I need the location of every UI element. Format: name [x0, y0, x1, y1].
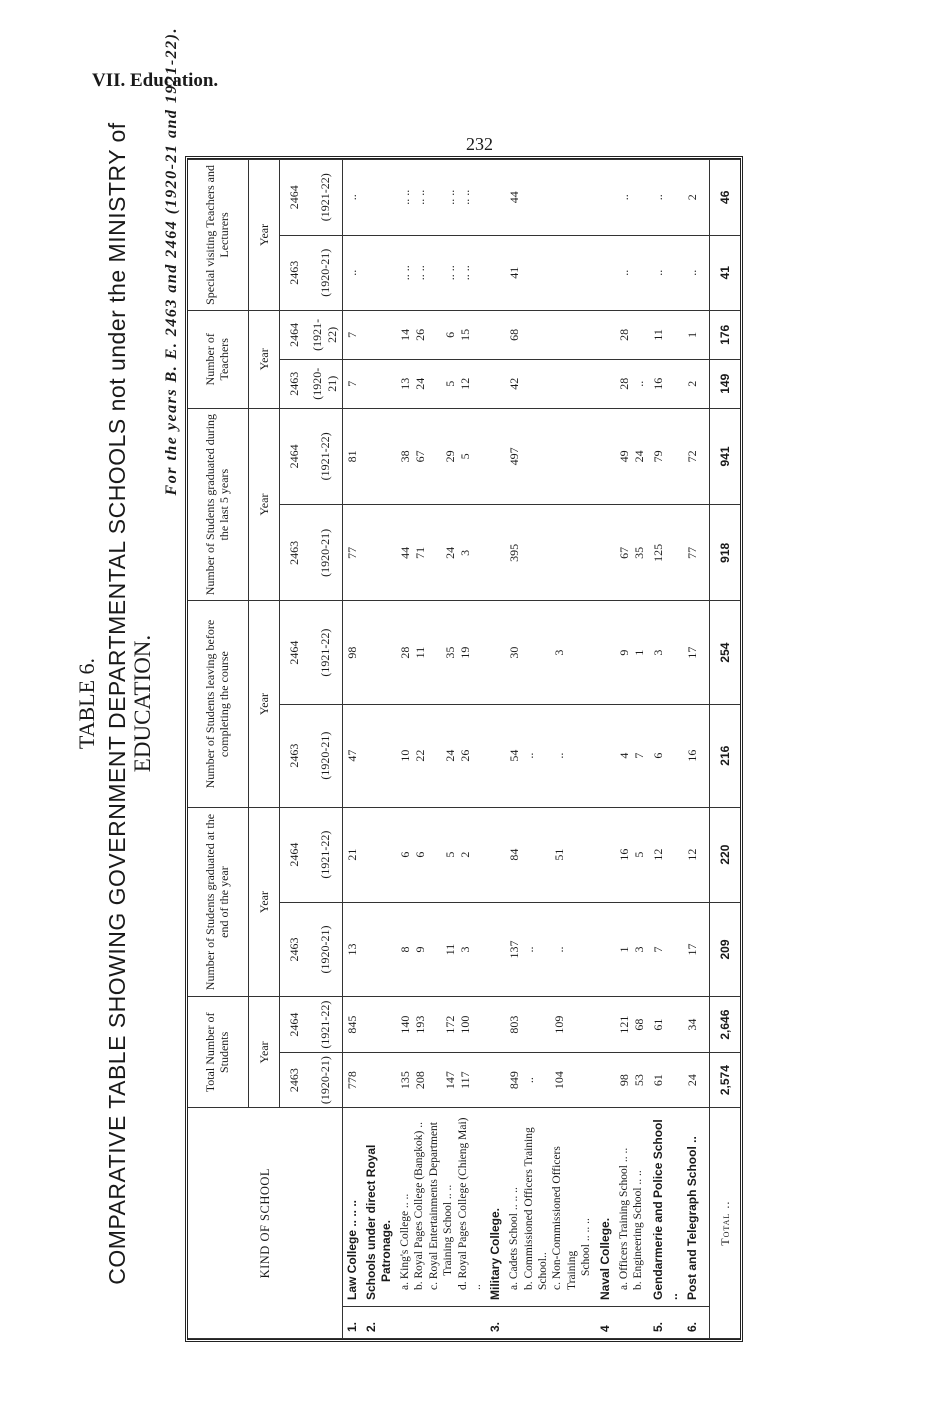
page-number: 232 [466, 134, 493, 154]
value-cell [362, 997, 396, 1052]
value-cell: 395 [505, 505, 595, 601]
group-header: Special visiting Teachers and Lecturers [188, 160, 249, 311]
value-cell [596, 902, 615, 997]
value-cell: 7 [649, 902, 683, 997]
value-cell: 16 5 [615, 807, 649, 902]
year-header: Year [249, 310, 280, 408]
row-number [505, 1307, 595, 1339]
school-name-line: b. Commissioned Officers Training School.. [522, 1127, 549, 1290]
value-cell: 4 7 [615, 704, 649, 807]
year-header: Year [249, 997, 280, 1108]
value-cell [486, 235, 505, 310]
value-cell: 140 193 172 100 [396, 997, 486, 1052]
value-cell [596, 160, 615, 236]
value-cell: 803 109 [505, 997, 595, 1052]
year-number: 2464 [280, 601, 309, 704]
table-title: COMPARATIVE TABLE SHOWING GOVERNMENT DEPARTMENTAL SCHOOLS not under the MINISTRY of [104, 122, 130, 1285]
year-gregorian: (1920-21) [308, 505, 343, 601]
spacer-cell [702, 505, 710, 601]
total-value: 220 [710, 807, 741, 902]
year-number: 2463 [280, 505, 309, 601]
value-cell [486, 997, 505, 1052]
school-name-line: Schools under direct Royal [364, 1144, 378, 1300]
spacer-cell [702, 235, 710, 310]
value-cell: 2 [683, 160, 702, 236]
value-cell: 67 35 [615, 505, 649, 601]
kind-of-school [396, 1108, 486, 1307]
value-cell [362, 807, 396, 902]
value-cell: 98 53 [615, 1052, 649, 1107]
row-number: 1. [343, 1307, 363, 1339]
row-number: 6. [683, 1307, 702, 1339]
value-cell: 13 24 5 12 [396, 359, 486, 408]
value-cell: 84 51 [505, 807, 595, 902]
value-cell: 98 [343, 601, 363, 704]
kind-of-school [683, 1108, 702, 1307]
value-cell: 16 [683, 704, 702, 807]
total-value: 209 [710, 902, 741, 997]
value-cell [596, 359, 615, 408]
value-cell: 1 3 [615, 902, 649, 997]
spacer-cell [702, 408, 710, 504]
value-cell: 72 [683, 408, 702, 504]
value-cell: .. [343, 160, 363, 236]
value-cell [596, 310, 615, 359]
year-gregorian: (1921-22) [308, 160, 343, 236]
value-cell: 30 3 [505, 601, 595, 704]
total-value: 941 [710, 408, 741, 504]
spacer-row [702, 160, 710, 1339]
value-cell: .. [649, 160, 683, 236]
value-cell: .. .. .. .. .. .. .. .. [396, 235, 486, 310]
value-cell: .. [343, 235, 363, 310]
value-cell: .. [615, 235, 649, 310]
spacer-cell [702, 807, 710, 902]
spacer-cell [702, 1307, 710, 1339]
total-label: Total .. [710, 1108, 741, 1339]
total-row [710, 160, 741, 1339]
total-value: 918 [710, 505, 741, 601]
table-row [486, 160, 505, 1339]
value-cell: 61 [649, 997, 683, 1052]
value-cell: 42 [505, 359, 595, 408]
school-name-line: a. Officers Training School .. .. [617, 1147, 630, 1290]
spacer-cell [702, 310, 710, 359]
table-row [505, 160, 595, 1339]
row-number [615, 1307, 649, 1339]
total-value: 2,574 [710, 1052, 741, 1107]
value-cell [362, 505, 396, 601]
year-number: 2464 [280, 408, 309, 504]
year-number: 2463 [280, 902, 309, 997]
value-cell: 38 67 29 5 [396, 408, 486, 504]
value-cell [486, 807, 505, 902]
table-subtitle: For the years B. E. 2463 and 2464 (1920-21 and 1921-22). [163, 27, 180, 496]
value-cell: 77 [343, 505, 363, 601]
year-gregorian: (1920-21) [308, 235, 343, 310]
year-gregorian: (1921-22) [308, 807, 343, 902]
school-name-line: c. Royal Entertainments Department [427, 1122, 440, 1290]
value-cell: .. [683, 235, 702, 310]
year-gregorian: (1921-22) [308, 408, 343, 504]
value-cell: 12 [649, 807, 683, 902]
total-value: 41 [710, 235, 741, 310]
school-name-line: Naval College. [597, 1217, 612, 1300]
value-cell [362, 359, 396, 408]
year-gregorian: (1920-21) [308, 359, 343, 408]
kind-of-school [596, 1108, 615, 1307]
year-number: 2463 [280, 704, 309, 807]
school-name-line: b. Royal Pages College (Bangkok) .. [413, 1121, 426, 1290]
school-name-line: Post and Telegraph School .. [684, 1136, 699, 1300]
value-cell: 54 .. .. [505, 704, 595, 807]
value-cell: 845 [343, 997, 363, 1052]
row-number: 5. [649, 1307, 683, 1339]
value-cell: 11 [649, 310, 683, 359]
value-cell: 28 .. [615, 359, 649, 408]
value-cell: 79 [649, 408, 683, 504]
value-cell: 81 [343, 408, 363, 504]
year-gregorian: (1920-21) [308, 1052, 343, 1107]
value-cell: 125 [649, 505, 683, 601]
value-cell: 28 [615, 310, 649, 359]
value-cell [362, 704, 396, 807]
value-cell: 24 [683, 1052, 702, 1107]
school-name-line: Law College .. .. .. [345, 1199, 359, 1300]
value-cell [486, 310, 505, 359]
group-header: Total Number of Students [188, 997, 249, 1108]
kind-of-school [505, 1108, 595, 1307]
value-cell: 8 9 11 3 [396, 902, 486, 997]
year-header: Year [249, 807, 280, 997]
total-value: 2,646 [710, 997, 741, 1052]
value-cell: 7 [343, 359, 363, 408]
value-cell: 9 1 [615, 601, 649, 704]
table-row [396, 160, 486, 1339]
year-gregorian: (1921-22) [308, 997, 343, 1052]
value-cell: 34 [683, 997, 702, 1052]
group-header: Number of Students graduated during the last 5 years [188, 408, 249, 601]
kind-of-school [343, 1108, 363, 1307]
value-cell: 849 .. 104 [505, 1052, 595, 1107]
group-header: Number of Teachers [188, 310, 249, 408]
value-cell [362, 1052, 396, 1107]
value-cell: .. [649, 235, 683, 310]
value-cell [596, 408, 615, 504]
value-cell: 44 71 24 3 [396, 505, 486, 601]
value-cell: 12 [683, 807, 702, 902]
value-cell: 41 [505, 235, 595, 310]
year-gregorian: (1921-22) [308, 310, 343, 359]
table-number: TABLE 6. [74, 657, 99, 750]
total-value: 254 [710, 601, 741, 704]
section-heading: VII. Education. [92, 70, 219, 91]
value-cell: 28 11 35 19 [396, 601, 486, 704]
value-cell [486, 902, 505, 997]
year-number: 2464 [280, 160, 309, 236]
year-gregorian: (1921-22) [308, 601, 343, 704]
kind-of-school-header: KIND OF SCHOOL [188, 1108, 343, 1339]
table-row [615, 160, 649, 1339]
year-number: 2464 [280, 997, 309, 1052]
value-cell [362, 902, 396, 997]
value-cell: 135 208 147 117 [396, 1052, 486, 1107]
year-number: 2463 [280, 1052, 309, 1107]
group-header: Number of Students leaving before completing the course [188, 601, 249, 807]
table-row [596, 160, 615, 1339]
value-cell [486, 359, 505, 408]
value-cell: 137 .. .. [505, 902, 595, 997]
value-cell [486, 160, 505, 236]
value-cell [486, 505, 505, 601]
value-cell [596, 505, 615, 601]
value-cell: 6 6 5 2 [396, 807, 486, 902]
row-number: 3. [486, 1307, 505, 1339]
value-cell [362, 310, 396, 359]
value-cell: 2 [683, 359, 702, 408]
total-value: 216 [710, 704, 741, 807]
value-cell: .. .. .. .. .. .. .. .. [396, 160, 486, 236]
total-value: 176 [710, 310, 741, 359]
value-cell: .. [615, 160, 649, 236]
value-cell: 497 [505, 408, 595, 504]
table-row [683, 160, 702, 1339]
table-row [343, 160, 363, 1339]
school-name-line: d. Royal Pages College (Chieng Mai) .. [456, 1117, 483, 1290]
value-cell: 6 [649, 704, 683, 807]
year-number: 2464 [280, 310, 309, 359]
value-cell [362, 601, 396, 704]
value-cell: 14 26 6 15 [396, 310, 486, 359]
school-name-line: Training School .. .. [442, 1184, 455, 1276]
value-cell: 17 [683, 601, 702, 704]
value-cell: 13 [343, 902, 363, 997]
value-cell [486, 408, 505, 504]
value-cell: 47 [343, 704, 363, 807]
year-header: Year [249, 601, 280, 807]
value-cell: 16 [649, 359, 683, 408]
table-row [649, 160, 683, 1339]
spacer-cell [702, 1052, 710, 1107]
value-cell: 77 [683, 505, 702, 601]
table-title-continued: EDUCATION. [130, 634, 155, 773]
value-cell [596, 807, 615, 902]
spacer-cell [702, 1108, 710, 1307]
spacer-cell [702, 359, 710, 408]
spacer-cell [702, 601, 710, 704]
value-cell: 68 [505, 310, 595, 359]
value-cell: 44 [505, 160, 595, 236]
school-name-line: Patronage. [379, 1219, 393, 1282]
year-gregorian: (1920-21) [308, 902, 343, 997]
year-header: Year [249, 408, 280, 601]
year-header: Year [249, 160, 280, 311]
value-cell: 3 [649, 601, 683, 704]
table-row [362, 160, 396, 1339]
value-cell: 17 [683, 902, 702, 997]
year-number: 2463 [280, 235, 309, 310]
school-name-line: Military College. [488, 1207, 503, 1300]
value-cell [486, 704, 505, 807]
school-name-line: a. Cadets School .. .. .. [508, 1187, 521, 1290]
group-header: Number of Students graduated at the end of the year [188, 807, 249, 997]
total-value: 46 [710, 160, 741, 236]
value-cell: 61 [649, 1052, 683, 1107]
year-number: 2463 [280, 359, 309, 408]
value-cell [596, 704, 615, 807]
spacer-cell [702, 160, 710, 236]
value-cell: 1 [683, 310, 702, 359]
school-name-line: Gendarmerie and Police School .. [650, 1119, 680, 1300]
value-cell [362, 160, 396, 236]
value-cell [362, 408, 396, 504]
row-number: 4 [596, 1307, 615, 1339]
value-cell: 49 24 [615, 408, 649, 504]
value-cell: 21 [343, 807, 363, 902]
value-cell [362, 235, 396, 310]
total-value: 149 [710, 359, 741, 408]
kind-of-school [649, 1108, 683, 1307]
kind-of-school [486, 1108, 505, 1307]
row-number [396, 1307, 486, 1339]
kind-of-school [362, 1108, 396, 1307]
value-cell [486, 601, 505, 704]
value-cell [596, 997, 615, 1052]
value-cell: 7 [343, 310, 363, 359]
value-cell: 121 68 [615, 997, 649, 1052]
value-cell: 778 [343, 1052, 363, 1107]
spacer-cell [702, 704, 710, 807]
value-cell: 10 22 24 26 [396, 704, 486, 807]
comparative-table [185, 156, 743, 1342]
value-cell [596, 235, 615, 310]
school-name-line: a. King's College .. .. [399, 1193, 411, 1290]
value-cell [596, 601, 615, 704]
value-cell [486, 1052, 505, 1107]
year-gregorian: (1920-21) [308, 704, 343, 807]
year-number: 2464 [280, 807, 309, 902]
school-name-line: School .. .. .. [580, 1218, 593, 1276]
school-name-line: b. Engineering School .. .. [631, 1170, 644, 1290]
spacer-cell [702, 997, 710, 1052]
kind-of-school [615, 1108, 649, 1307]
spacer-cell [702, 902, 710, 997]
value-cell [596, 1052, 615, 1107]
row-number: 2. [362, 1307, 396, 1339]
school-name-line: c. Non-Commissioned Officers Training [551, 1146, 578, 1290]
